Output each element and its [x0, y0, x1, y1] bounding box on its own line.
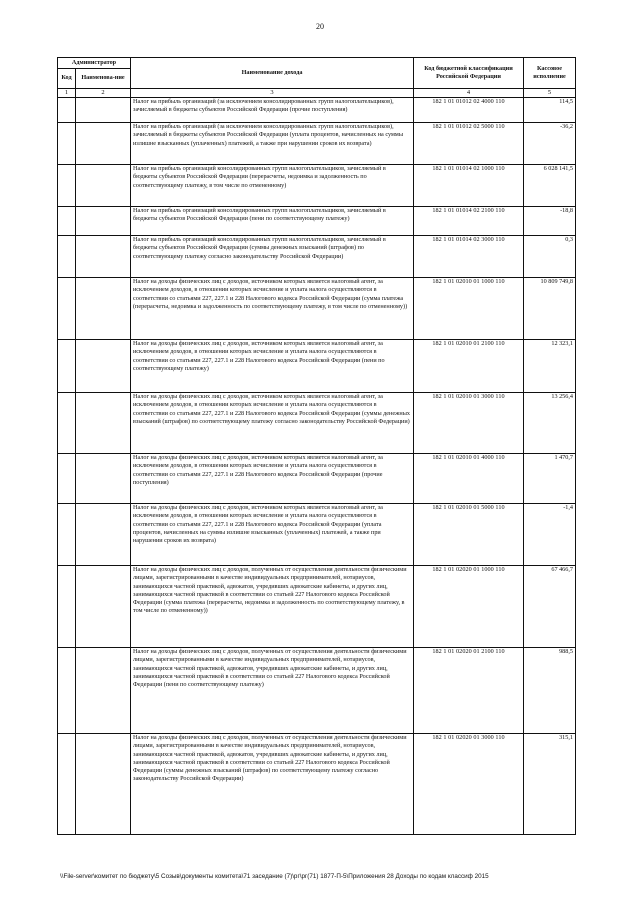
income-name-cell: Налог на прибыль организаций (за исключением консолидированных групп налогоплательщиков), зачисляемый в бюджеты субъектов Российской Федерации (уплата процентов, начисленных на суммы излишне взысканных (уплаченных) платежей, а также при нарушении сроков их возврата) [131, 123, 414, 165]
col-number-5: 5 [524, 89, 576, 98]
kbk-cell: 182 1 01 01014 02 2100 110 [414, 207, 524, 236]
admin-name-cell [76, 734, 131, 835]
kbk-cell: 182 1 01 01012 02 5000 110 [414, 123, 524, 165]
admin-code-cell [58, 734, 76, 835]
table-row [58, 454, 576, 504]
table-row [58, 393, 576, 454]
admin-code-cell [58, 504, 76, 566]
amount-cell: -36,2 [524, 123, 576, 165]
admin-name-cell [76, 207, 131, 236]
kbk-cell: 182 1 01 02010 01 4000 110 [414, 454, 524, 504]
kbk-cell: 182 1 01 01014 02 1000 110 [414, 165, 524, 207]
admin-name-cell [76, 278, 131, 340]
income-name-cell: Налог на доходы физических лиц с доходов, источником которых является налоговый агент, за исключением доходов, в отношении которых исчисление и уплата налога осуществляются в соответствии со статьями 227, 227.1 и 228 Налогового кодекса Российской Федерации (сумма платежа (перерасчеты, недоимка и задолженность по соответствующему платежу, в том числе по отмененному)) [131, 278, 414, 340]
amount-cell: -18,8 [524, 207, 576, 236]
kbk-cell: 182 1 01 02010 01 5000 110 [414, 504, 524, 566]
income-name-cell: Налог на доходы физических лиц с доходов, полученных от осуществления деятельности физическими лицами, зарегистрированными в качестве индивидуальных предпринимателей, нотариусов, занимающихся частной практикой, адвокатов, учредивших адвокатские кабинеты, и других лиц, занимающихся частной практикой в соответствии со статьей 227 Налогового кодекса Российской Федерации (пени по соответствующему платежу) [131, 648, 414, 734]
kbk-cell: 182 1 01 02020 01 2100 110 [414, 648, 524, 734]
admin-code-cell [58, 278, 76, 340]
admin-name-cell [76, 340, 131, 393]
amount-cell: -1,4 [524, 504, 576, 566]
admin-name-cell [76, 393, 131, 454]
amount-cell: 6 028 141,5 [524, 165, 576, 207]
income-name-cell: Налог на прибыль организаций консолидированных групп налогоплательщиков, зачисляемый в бюджеты субъектов Российской Федерации (пени по соответствующему платежу) [131, 207, 414, 236]
col-number-3: 3 [131, 89, 414, 98]
admin-name-cell [76, 454, 131, 504]
amount-cell: 315,1 [524, 734, 576, 835]
table-row [58, 278, 576, 340]
admin-code-cell [58, 566, 76, 648]
admin-code-cell [58, 98, 76, 123]
table-row [58, 207, 576, 236]
admin-name-cell [76, 98, 131, 123]
kbk-cell: 182 1 01 02020 01 3000 110 [414, 734, 524, 835]
amount-cell: 12 323,1 [524, 340, 576, 393]
admin-code-cell [58, 236, 76, 278]
income-name-cell: Налог на доходы физических лиц с доходов, полученных от осуществления деятельности физическими лицами, зарегистрированными в качестве индивидуальных предпринимателей, нотариусов, занимающихся частной практикой, адвокатов, учредивших адвокатские кабинеты, и других лиц, занимающихся частной практикой в соответствии со статьей 227 Налогового кодекса Российской Федерации (суммы денежных взысканий (штрафов) по соответствующему платежу согласно законодательству Российской Федерации) [131, 734, 414, 835]
income-name-cell: Налог на доходы физических лиц с доходов, полученных от осуществления деятельности физическими лицами, зарегистрированными в качестве индивидуальных предпринимателей, нотариусов, занимающихся частной практикой, адвокатов, учредивших адвокатские кабинеты, и других лиц, занимающихся частной практикой в соответствии со статьей 227 Налогового кодекса Российской Федерации (сумма платежа (перерасчеты, недоимка и задолженность по соответствующему платежу, в том числе по отмененному)) [131, 566, 414, 648]
admin-code-cell [58, 165, 76, 207]
cash-execution-header: Кассовое исполнение [524, 58, 576, 89]
income-name-cell: Налог на доходы физических лиц с доходов, источником которых является налоговый агент, за исключением доходов, в отношении которых исчисление и уплата налога осуществляются в соответствии со статьями 227, 227.1 и 228 Налогового кодекса Российской Федерации (прочие поступления) [131, 454, 414, 504]
table-row [58, 340, 576, 393]
table-body [58, 98, 576, 835]
amount-cell: 10 809 749,8 [524, 278, 576, 340]
admin-name-cell [76, 123, 131, 165]
table-row [58, 566, 576, 648]
admin-code-cell [58, 454, 76, 504]
code-header: Код [58, 69, 76, 89]
table-header [58, 58, 576, 98]
col-number-4: 4 [414, 89, 524, 98]
income-name-cell: Налог на доходы физических лиц с доходов, источником которых является налоговый агент, за исключением доходов, в отношении которых исчисление и уплата налога осуществляются в соответствии со статьями 227, 227.1 и 228 Налогового кодекса Российской Федерации (пени по соответствующему платежу) [131, 340, 414, 393]
admin-name-cell [76, 165, 131, 207]
col-number-2: 2 [76, 89, 131, 98]
kbk-cell: 182 1 01 02020 01 1000 110 [414, 566, 524, 648]
admin-name-cell [76, 648, 131, 734]
income-name-header: Наименование дохода [131, 58, 414, 89]
kbk-cell: 182 1 01 01012 02 4000 110 [414, 98, 524, 123]
amount-cell: 13 256,4 [524, 393, 576, 454]
table-row [58, 236, 576, 278]
admin-code-cell [58, 393, 76, 454]
table-row [58, 98, 576, 123]
amount-cell: 67 466,7 [524, 566, 576, 648]
table-row [58, 648, 576, 734]
kbk-cell: 182 1 01 02010 01 3000 110 [414, 393, 524, 454]
table-row [58, 123, 576, 165]
table-row [58, 504, 576, 566]
amount-cell: 988,5 [524, 648, 576, 734]
amount-cell: 1 470,7 [524, 454, 576, 504]
income-name-cell: Налог на прибыль организаций консолидированных групп налогоплательщиков, зачисляемый в бюджеты субъектов Российской Федерации (перерасчеты, недоимка и задолженность по соответствующему платежу, в том числе по отмененному) [131, 165, 414, 207]
income-name-cell: Налог на доходы физических лиц с доходов, источником которых является налоговый агент, за исключением доходов, в отношении которых исчисление и уплата налога осуществляются в соответствии со статьями 227, 227.1 и 228 Налогового кодекса Российской Федерации (уплата процентов, начисленных на суммы излишне взысканных (уплаченных) платежей, а также при нарушении сроков их возврата) [131, 504, 414, 566]
admin-name-cell [76, 566, 131, 648]
table-row [58, 165, 576, 207]
admin-code-cell [58, 123, 76, 165]
income-name-cell: Налог на прибыль организаций консолидированных групп налогоплательщиков, зачисляемый в бюджеты субъектов Российской Федерации (суммы денежных взысканий (штрафов) по соответствующему платежу согласно законодательству Российской Федерации) [131, 236, 414, 278]
file-path-footer: \\File-server\комитет по бюджету\5 Созыв\документы комитета\71 заседание (7)\рг\рг(71) 1877-П-5\Приложения 28 Доходы по кодам классиф 2015 [60, 873, 489, 880]
income-name-cell: Налог на прибыль организаций (за исключением консолидированных групп налогоплательщиков), зачисляемый в бюджеты субъектов Российской Федерации (прочие поступления) [131, 98, 414, 123]
admin-name-cell [76, 236, 131, 278]
admin-code-cell [58, 648, 76, 734]
amount-cell: 0,3 [524, 236, 576, 278]
table-row [58, 734, 576, 835]
amount-cell: 114,5 [524, 98, 576, 123]
kbk-cell: 182 1 01 01014 02 3000 110 [414, 236, 524, 278]
page-number: 20 [316, 22, 324, 31]
kbk-cell: 182 1 01 02010 01 2100 110 [414, 340, 524, 393]
admin-name-header: Наименова-ние [76, 69, 131, 89]
administrator-header: Администратор [58, 58, 131, 69]
kbk-cell: 182 1 01 02010 01 1000 110 [414, 278, 524, 340]
admin-name-cell [76, 504, 131, 566]
kbk-header: Код бюджетной классификации Российской Федерации [414, 58, 524, 89]
col-number-1: 1 [58, 89, 76, 98]
income-name-cell: Налог на доходы физических лиц с доходов, источником которых является налоговый агент, за исключением доходов, в отношении которых исчисление и уплата налога осуществляются в соответствии со статьями 227, 227.1 и 228 Налогового кодекса Российской Федерации (суммы денежных взысканий (штрафов) по соответствующему платежу согласно законодательству Российской Федерации) [131, 393, 414, 454]
admin-code-cell [58, 340, 76, 393]
income-table [57, 57, 576, 835]
admin-code-cell [58, 207, 76, 236]
